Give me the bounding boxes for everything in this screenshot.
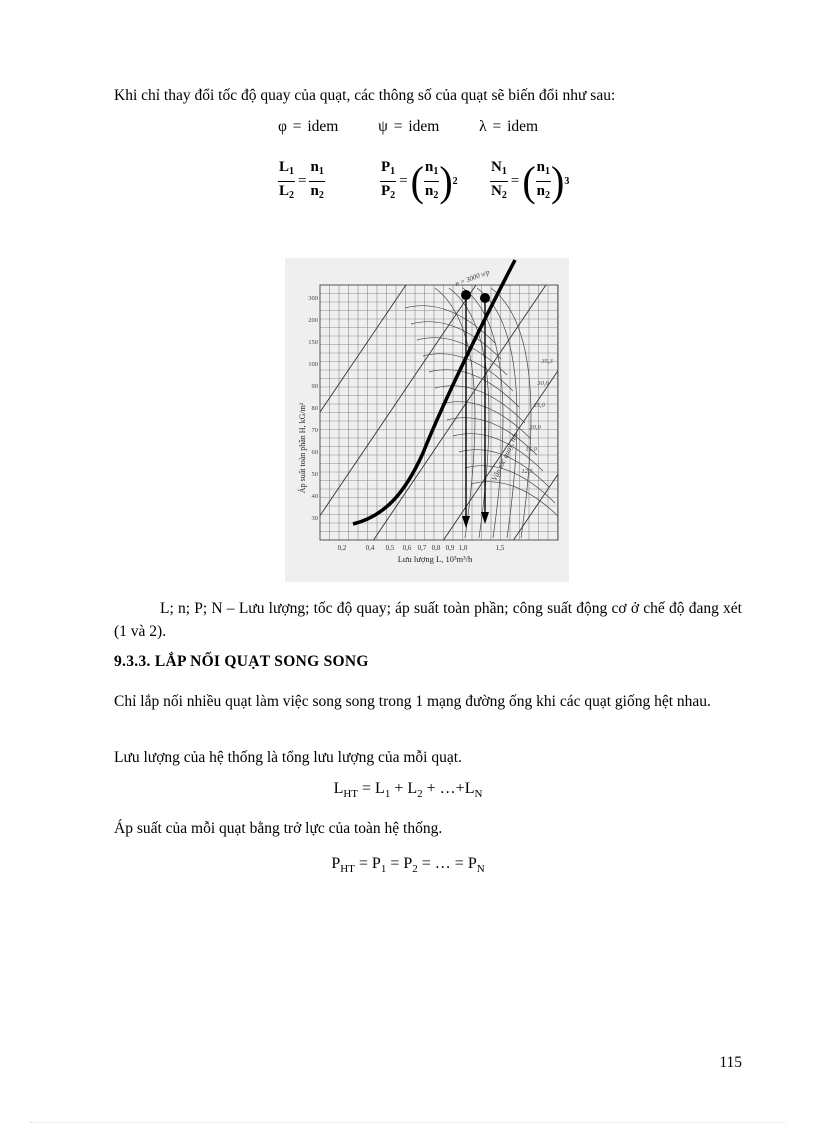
flow-ratio-formula: $\frac{L_1}{L_2}$ = $\frac{n_1}{n_2}$: [278, 158, 325, 205]
section-heading: 9.3.3. LẮP NỐI QUẠT SONG SONG: [114, 653, 369, 670]
x-tick-label: 0,7: [417, 544, 427, 552]
right-tick-label: 30,0: [537, 380, 549, 387]
y-tick-label: 150: [308, 339, 318, 346]
y-axis-label: Áp suất toàn phần H, kG/m²: [298, 402, 307, 494]
power-ratio-formula: $\frac{N_1}{N_2}$ = ( $\frac{n_1}{n_2}$ ) 3: [491, 157, 570, 205]
y-tick-label: 300: [308, 295, 318, 302]
x-tick-label: 1,0: [458, 544, 468, 552]
operating-point-2: [480, 293, 490, 303]
x-tick-label: 0,4: [365, 544, 375, 552]
right-tick-label: 16,0: [525, 446, 537, 453]
right-tick-label: 35,3: [541, 358, 553, 365]
figure-caption: L; n; P; N – Lưu lượng; tốc độ quay; áp suất toàn phần; công suất động cơ ở chế độ đang xét (1 và 2).: [114, 600, 742, 640]
x-tick-label: 1,5: [495, 544, 505, 552]
paragraph-pressure-equal: Áp suất của mỗi quạt bằng trở lực của toàn hệ thống.: [114, 820, 443, 837]
y-tick-label: 50: [311, 471, 318, 478]
right-tick-label: 25,0: [533, 402, 545, 409]
lambda-idem: λ = idem: [479, 118, 539, 135]
x-tick-label: 0,8: [431, 544, 441, 552]
psi-idem: ψ = idem: [378, 118, 440, 135]
y-tick-label: 80: [311, 405, 318, 412]
idem-equations: [0, 118, 816, 136]
top-speed-label: n = 3000 v/p: [454, 268, 491, 289]
y-tick-label: 60: [311, 449, 318, 456]
y-tick-label: 40: [311, 493, 318, 500]
fraction-l: $\frac{L_1}{L_2}$: [279, 159, 295, 201]
x-tick-label: 0,9: [445, 544, 455, 552]
ratio-formulas: [278, 158, 598, 210]
x-axis-label: Lưu lượng L, 10³m³/h: [397, 554, 473, 564]
y-tick-label: 200: [308, 317, 318, 324]
y-tick-label: 30: [311, 515, 318, 522]
fan-characteristic-chart: [285, 258, 569, 582]
right-tick-label: 20,0: [529, 424, 541, 431]
paragraph-parallel-condition: Chỉ lắp nối nhiều quạt làm việc song song trong 1 mạng đường ống khi các quạt giống hệt nhau.: [114, 693, 711, 710]
x-tick-label: 0,6: [402, 544, 412, 552]
right-tick-label: 12,5: [521, 468, 533, 475]
y-tick-label: 70: [311, 427, 318, 434]
fraction-n: $\frac{n_1}{n_2}$: [310, 159, 324, 201]
y-tick-label: 90: [311, 383, 318, 390]
intro-paragraph: Khi chỉ thay đổi tốc độ quay của quạt, các thông số của quạt sẽ biến đổi như sau:: [114, 87, 616, 104]
page-number: 115: [719, 1054, 742, 1071]
x-tick-label: 0,2: [337, 544, 347, 552]
pressure-ratio-formula: $\frac{P_1}{P_2}$ = ( $\frac{n_1}{n_2}$ ) 2: [381, 157, 458, 205]
flow-sum-formula: $L_{HT} = L_1 + L_2$ + $\dots+L_N$: [333, 780, 483, 801]
chart-svg: [285, 258, 569, 582]
pressure-equal-formula: $P_{HT} = P_1 = P_2$ = … = $P_N$: [331, 855, 485, 876]
paragraph-flow-sum: Lưu lượng của hệ thống là tổng lưu lượng của mỗi quạt.: [114, 749, 462, 766]
x-tick-label: 0,5: [385, 544, 395, 552]
y-tick-label: 100: [308, 361, 318, 368]
operating-point-1: [461, 290, 471, 300]
phi-idem: φ = idem: [277, 118, 339, 135]
speed-label: Vận tốc quay, n/s: [489, 431, 520, 483]
